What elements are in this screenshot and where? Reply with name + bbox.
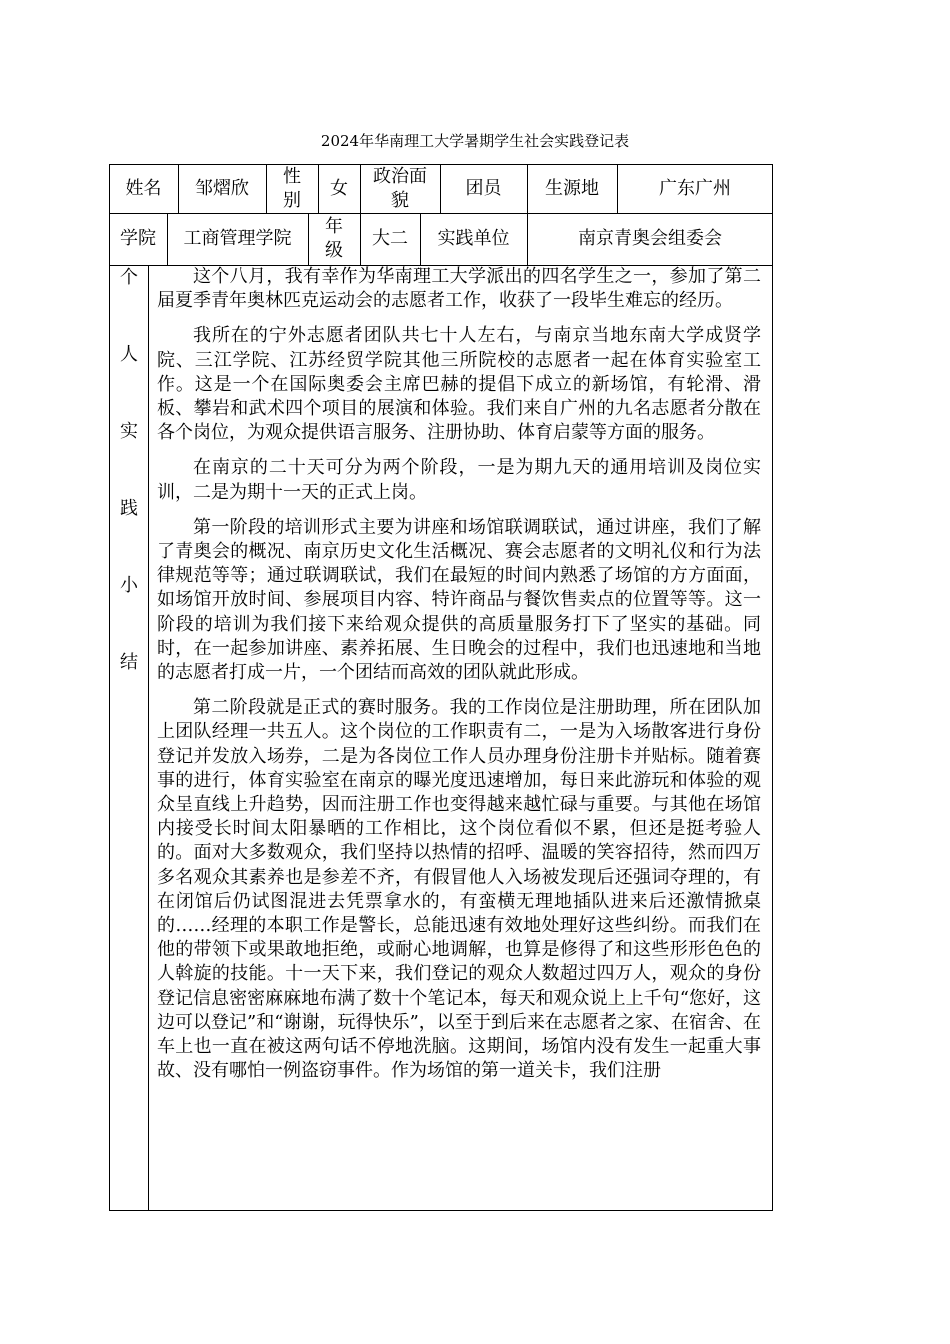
origin-value: 广东广州 [659, 177, 731, 199]
form-title: 2024年华南理工大学暑期学生社会实践登记表 [320, 132, 630, 150]
summary-paragraph: 第二阶段就是正式的赛时服务。我的工作岗位是注册助理，所在团队加上团队经理一共五人。这个岗位的工作职责有二，一是为入场散客进行身份登记并发放入场券，二是为各岗位工作人员办理身份注册卡并贴标。随着赛事的进行，体育实验室在南京的曝光度迅速增加，每日来此游玩和体验的观众呈直线上升趋势，因而注册工作也变得越来越忙碌与重要。与其他在场馆内接受长时间太阳暴晒的工作相比，这个岗位看似不累，但还是挺考验人的。面对大多数观众，我们坚持以热情的招呼、温暖的笑容招待，然而四万多名观众其素养也是参差不齐，有假冒他人入场被发现后还强词夺理的，有在闭馆后仍试图混进去凭票拿水的，有蛮横无理地插队进来后还激情掀桌的……经理的本职工作是警长，总能迅速有效地处理好这些纠纷。而我们在他的带领下或果敢地拒绝，或耐心地调解，也算是修得了和这些形形色色的人斡旋的技能。十一天下来，我们登记的观众人数超过四万人，观众的身份登记信息密密麻麻地布满了数十个笔记本，每天和观众说上上千句“您好，这边可以登记”和“谢谢，玩得快乐”，以至于到后来在志愿者之家、在宿舍、在车上也一直在被这两句话不停地洗脑。这期间，场馆内没有发生一起重大事故、没有哪怕一例盗窃事件。作为场馆的第一道关卡，我们注册 [157, 697, 761, 1082]
name-value: 邹熠欣 [195, 177, 249, 199]
college-value: 工商管理学院 [183, 228, 292, 249]
unit-value: 南京青奥会组委会 [578, 228, 722, 249]
politics-label: 政治面貌 [373, 165, 427, 211]
summary-paragraph: 这个八月，我有幸作为华南理工大学派出的四名学生之一，参加了第二届夏季青年奥林匹克运动会的志愿者工作，收获了一段毕生难忘的经历。 [157, 266, 761, 312]
summary-label: 个 人 实 践 小 结 [120, 267, 138, 673]
college-label: 学院 [120, 228, 156, 249]
grade-label: 年级 [325, 216, 343, 261]
summary-paragraph: 我所在的宁外志愿者团队共七十人左右，与南京当地东南大学成贤学院、三江学院、江苏经贸学院其他三所院校的志愿者一起在体育实验室工作。这是一个在国际奥委会主席巴赫的提倡下成立的新场馆，有轮滑、滑板、攀岩和武术四个项目的展演和体验。我们来自广州的九名志愿者分散在各个岗位，为观众提供语言服务、注册协助、体育启蒙等方面的服务。 [157, 325, 761, 444]
name-label: 姓名 [125, 177, 162, 199]
politics-value: 团员 [465, 177, 502, 199]
summary-text [157, 265, 761, 1095]
gender-label: 性别 [283, 165, 301, 211]
origin-label: 生源地 [545, 177, 599, 199]
registration-table [109, 164, 773, 1211]
grade-value: 大二 [372, 228, 408, 249]
summary-paragraph: 在南京的二十天可分为两个阶段，一是为期九天的通用培训及岗位实训，二是为期十一天的正式上岗。 [157, 457, 761, 503]
gender-value: 女 [330, 177, 348, 199]
summary-paragraph: 第一阶段的培训形式主要为讲座和场馆联调联试，通过讲座，我们了解了青奥会的概况、南京历史文化生活概况、赛会志愿者的文明礼仪和行为法律规范等等；通过联调联试，我们在最短的时间内熟悉了场馆的方方面面，如场馆开放时间、参展项目内容、特许商品与餐饮售卖点的位置等等。这一阶段的培训为我们接下来给观众提供的高质量服务打下了坚实的基础。同时，在一起参加讲座、素养拓展、生日晚会的过程中，我们也迅速地和当地的志愿者打成一片，一个团结而高效的团队就此形成。 [157, 516, 761, 684]
unit-label: 实践单位 [437, 228, 510, 249]
